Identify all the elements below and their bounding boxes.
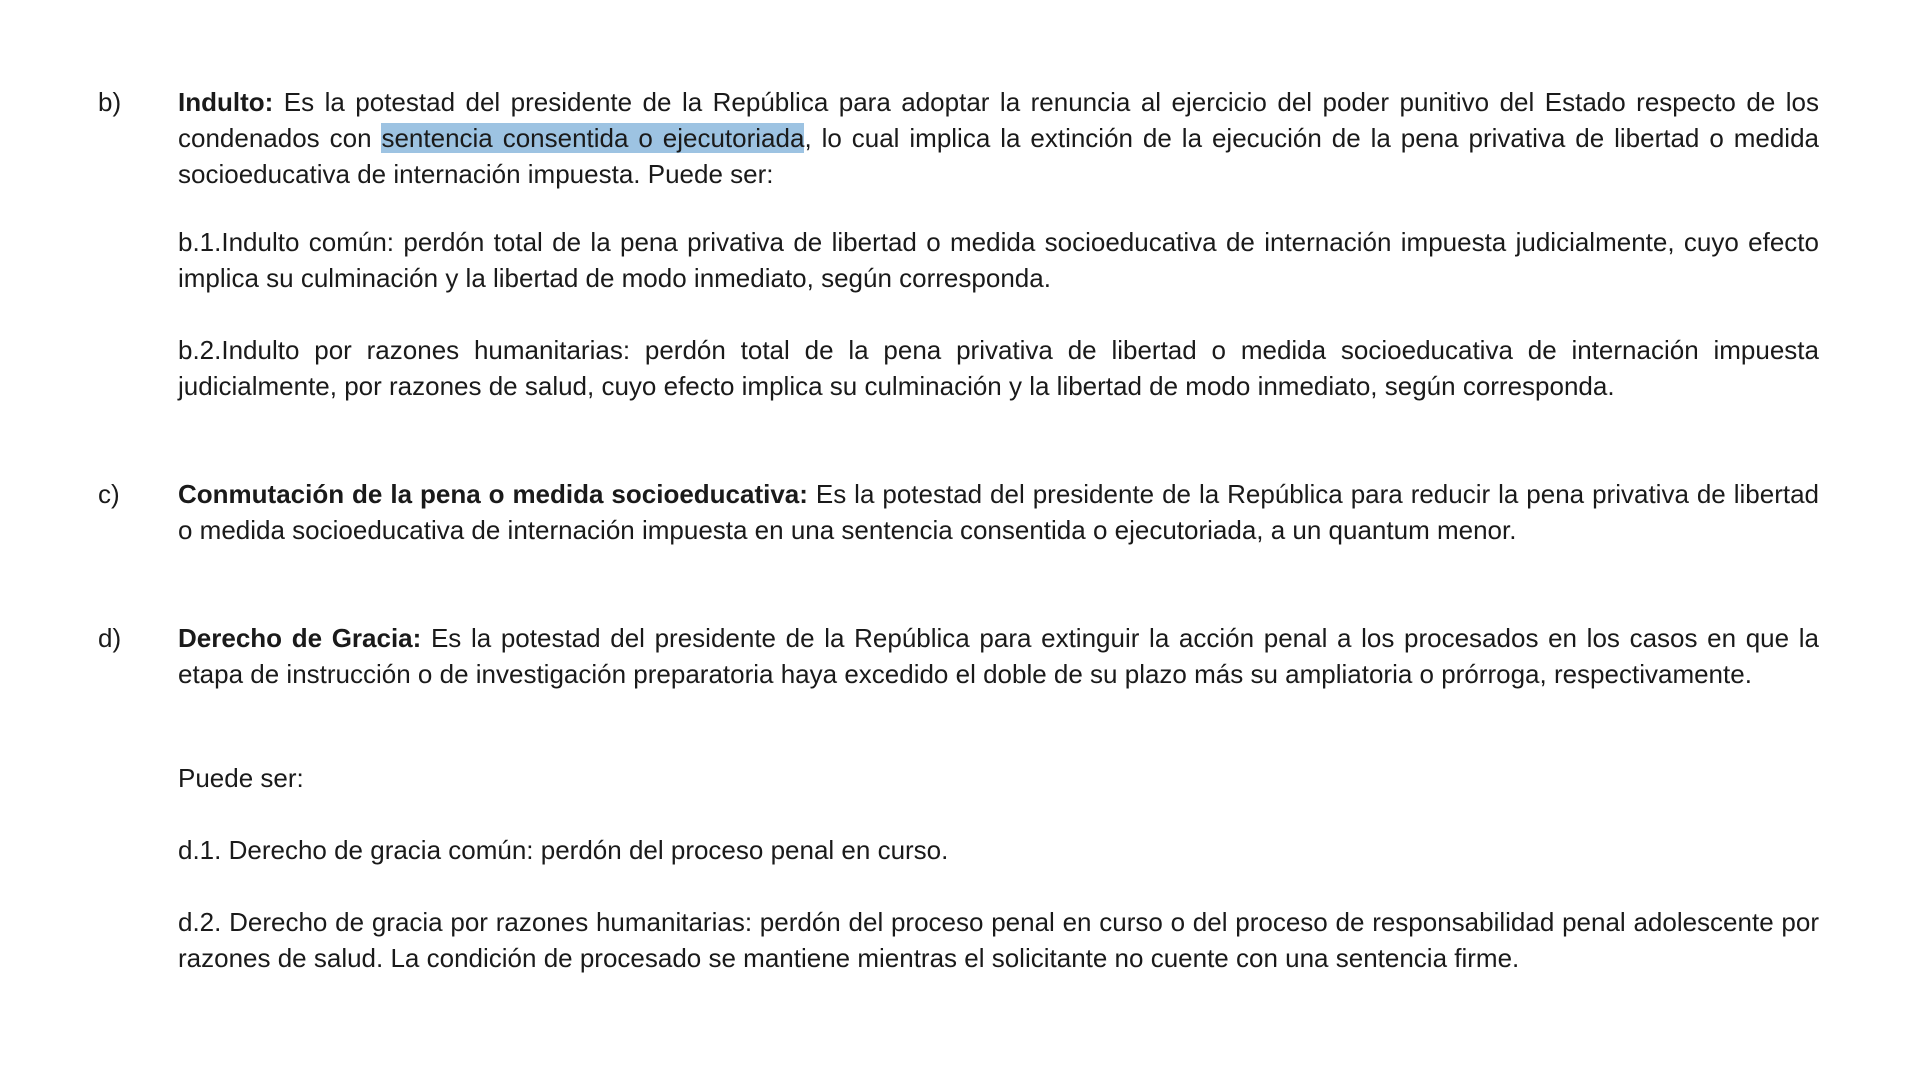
paragraph-d2: d.2. Derecho de gracia por razones humanitarias: perdón del proceso penal en curso o del proceso de responsabilidad penal adolescente por razones de salud. La condición de procesado se mantiene mientras el solicitante no cuente con una sentencia firme. [178,907,1819,973]
paragraph-puede-ser: Puede ser: [178,763,304,793]
text: Es la potestad del presidente de la República para extinguir la acción penal a los procesados en los casos en que la etapa de instrucción o de investigación preparatoria haya excedido el doble de su plazo más su ampliatoria o prórroga, respectivamente. [178,623,1819,689]
paragraph-derecho-gracia [178,620,1819,692]
item-label-c: c) [98,479,120,509]
term-indulto: Indulto: [178,87,274,117]
text: Es la potestad del presidente de la República para adoptar la renuncia al ejercicio del poder punitivo del Estado respecto de los condenados con [178,87,1819,153]
term-conmutacion: Conmutación de la pena o medida socioeducativa: [178,479,808,509]
paragraph-b1: b.1.Indulto común: perdón total de la pena privativa de libertad o medida socioeducativa de internación impuesta judicialmente, cuyo efecto implica su culminación y la libertad de modo inmediato, según corresponda. [178,227,1819,293]
paragraph-indulto [178,84,1819,192]
text: , lo cual implica la extinción de la ejecución de la pena privativa de libertad o medida socioeducativa de internación impuesta. Puede ser: [178,123,1819,189]
selected-text-highlight[interactable]: sentencia consentida o ejecutoriada [381,123,805,153]
paragraph-d1: d.1. Derecho de gracia común: perdón del proceso penal en curso. [178,835,949,865]
paragraph-b2: b.2.Indulto por razones humanitarias: perdón total de la pena privativa de libertad o medida socioeducativa de internación impuesta judicialmente, por razones de salud, cuyo efecto implica su culminación y la libertad de modo inmediato, según corresponda. [178,335,1819,401]
text: Es la potestad del presidente de la República para reducir la pena privativa de libertad o medida socioeducativa de internación impuesta en una sentencia consentida o ejecutoriada, a un quantum menor. [178,479,1819,545]
item-label-d: d) [98,623,122,653]
item-label-b: b) [98,87,122,117]
term-derecho-gracia: Derecho de Gracia: [178,623,422,653]
paragraph-conmutacion [178,476,1819,548]
